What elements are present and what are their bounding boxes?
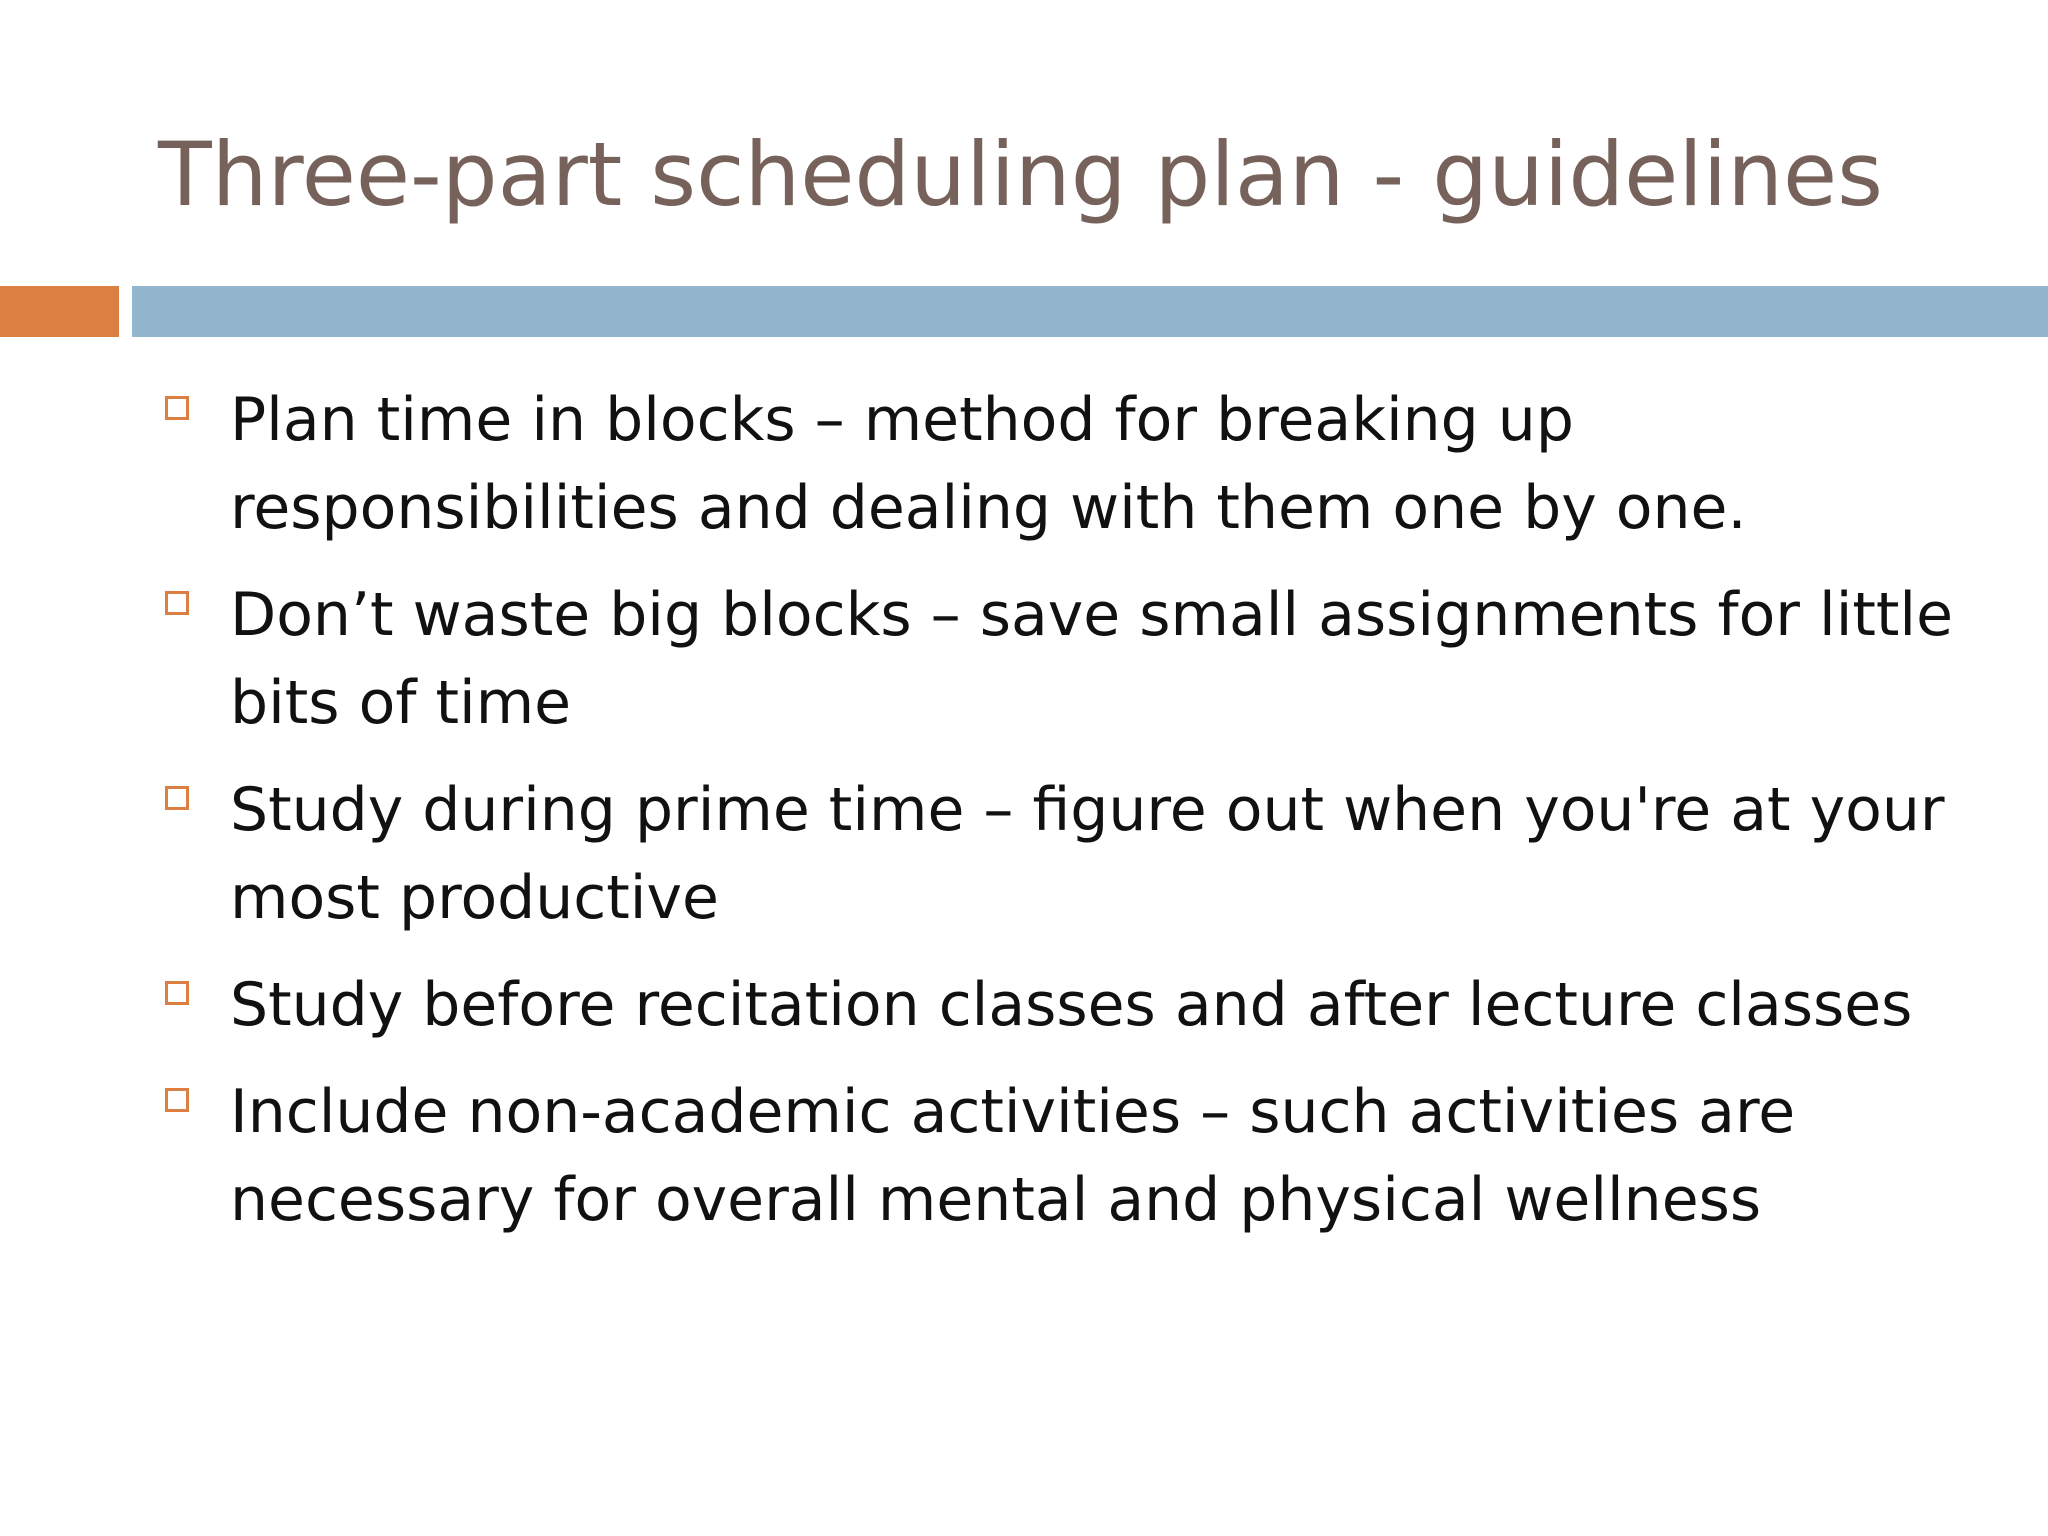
bullet-text: Study during prime time – figure out when you're at your most productive (230, 775, 1945, 933)
bullet-list (158, 376, 2018, 1263)
bullet-text: Don’t waste big blocks – save small assignments for little bits of time (230, 580, 1954, 738)
hollow-square-icon (165, 1088, 189, 1112)
hollow-square-icon (165, 591, 189, 615)
bullet-item (158, 961, 2018, 1049)
bullet-item (158, 766, 2018, 942)
bullet-item (158, 376, 2018, 552)
bullet-item (158, 571, 2018, 747)
bullet-text: Plan time in blocks – method for breaking up responsibilities and dealing with them one by one. (230, 385, 1747, 543)
hollow-square-icon (165, 786, 189, 810)
bullet-text: Include non-academic activities – such activities are necessary for overall mental and physical wellness (230, 1077, 1796, 1235)
slide-title: Three-part scheduling plan - guidelines (158, 123, 1883, 226)
title-accent-bar-blue (132, 286, 2048, 337)
title-accent-bar-orange (0, 286, 119, 337)
bullet-item (158, 1068, 2018, 1244)
hollow-square-icon (165, 396, 189, 420)
bullet-text: Study before recitation classes and after lecture classes (230, 970, 1913, 1040)
hollow-square-icon (165, 981, 189, 1005)
